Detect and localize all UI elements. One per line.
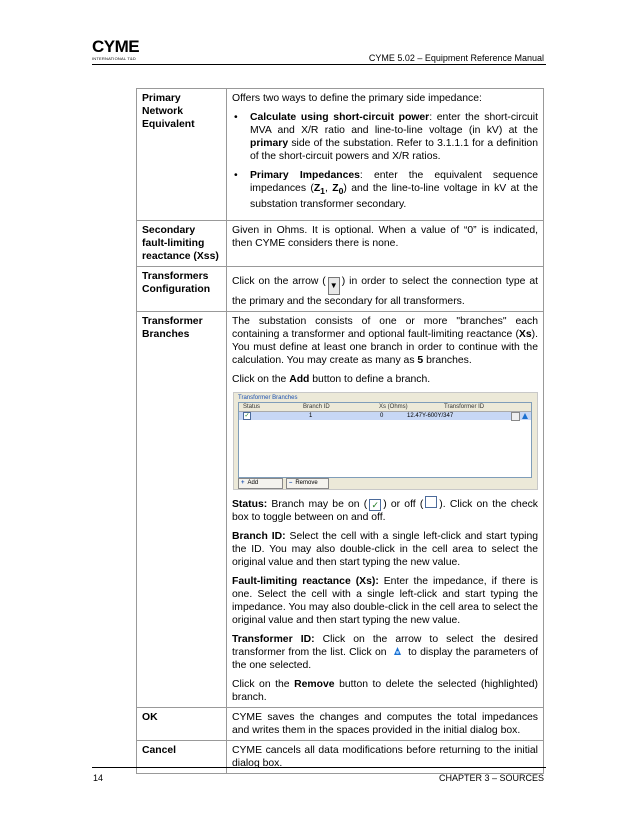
fault-reactance-title: Fault-limiting reactance (Xs): — [232, 576, 379, 588]
desc-transformers-configuration — [227, 267, 544, 312]
row-transformer-branches — [137, 312, 544, 708]
transformer-id-title: Transformer ID: — [232, 634, 315, 646]
table-row[interactable] — [239, 412, 531, 420]
text: Branch may be on ( — [267, 499, 368, 511]
text: Click on the arrow to select the desired transformer from the list. Click on — [232, 634, 538, 659]
row-secondary-reactance — [137, 221, 544, 267]
cell-xs[interactable]: 0 — [380, 413, 384, 420]
term-transformers-configuration: Transformers Configuration — [137, 267, 227, 312]
config-text: Click on the arrow ( — [232, 276, 326, 288]
text: Select the cell with a single left-click and start typing the ID. You may also double-click in the cell area to select the original value and then start typing the new value. — [232, 531, 539, 569]
text: button to define a branch. — [309, 374, 431, 386]
remove-button[interactable] — [286, 478, 329, 489]
text: ) or off ( — [383, 499, 424, 511]
text: branches. — [423, 355, 472, 367]
text: ). Click on the check box to toggle between on and off. — [232, 499, 539, 524]
remove-button-label: Remove — [295, 480, 318, 487]
option-text: ) and the line-to-line voltage in kV at the substation transformer secondary. — [250, 183, 538, 211]
row-primary-network — [137, 89, 544, 221]
option-emphasis: primary — [250, 138, 289, 149]
footer-rule — [92, 767, 546, 768]
cell-branch-id[interactable]: 1 — [309, 413, 313, 420]
list-item — [232, 169, 538, 211]
option-text: : enter the equivalent sequence impedances ( — [250, 170, 538, 194]
checkbox-unchecked-icon — [425, 496, 437, 508]
text: button to delete the selected (highlighted) branch. — [232, 679, 538, 704]
col-xs[interactable]: Xs (Ohms) — [379, 404, 408, 411]
z0-symbol: Z — [332, 183, 339, 194]
remove-icon: – — [289, 480, 293, 487]
add-label: Add — [289, 374, 310, 386]
row-ok — [137, 708, 544, 741]
view-parameters-icon — [392, 646, 403, 657]
add-instruction — [232, 373, 538, 386]
add-button-label: Add — [247, 480, 259, 487]
text: The substation consists of one or more "branches" each containing a transformer and optional fault-limiting reactance ( — [232, 316, 538, 341]
cyme-logo: CYME — [92, 37, 140, 56]
text: Enter the impedance, if there is one. Select the cell with a single left-click and start typing the impedance. You may also double-click in the cell area to select the original value and then start typing the new value. — [232, 576, 538, 627]
text: ). You must define at least one branch in order to continue with the calculation. You may create as many as — [232, 329, 538, 367]
dropdown-arrow-icon: ▼ — [328, 277, 340, 295]
text: Click on the — [232, 374, 290, 386]
option-text: : enter the short-circuit MVA and X/R ratio and line-to-line voltage (in kV) at the — [250, 112, 538, 136]
header-title: CYME 5.02 – Equipment Reference Manual — [368, 53, 544, 63]
bullet-icon: • — [234, 112, 238, 123]
term-ok: OK — [137, 708, 227, 741]
panel-legend: Transformer Branches — [238, 395, 298, 402]
option-text: side of the substation. Refer to 3.1.1.1 for a definition of the short-circuit powers and X/R ratios. — [250, 138, 538, 162]
remove-description — [232, 678, 538, 704]
status-checkbox[interactable]: ✓ — [244, 413, 250, 420]
branch-id-title: Branch ID: — [232, 531, 286, 543]
primary-options-list — [232, 111, 538, 211]
list-item — [232, 111, 538, 163]
xs-label: Xs — [518, 329, 532, 341]
fault-reactance-description — [232, 575, 538, 627]
header-rule — [92, 64, 546, 65]
bullet-icon: • — [234, 170, 238, 181]
separator: , — [325, 183, 333, 194]
z1-symbol: Z — [313, 183, 321, 194]
grid-header — [239, 403, 531, 412]
text: to display the parameters of the one selected. — [232, 647, 538, 672]
status-title: Status: — [232, 499, 268, 511]
option-title: Calculate using short-circuit power — [250, 112, 430, 123]
transformer-branches-panel — [233, 392, 538, 490]
branch-id-description — [232, 530, 538, 569]
term-transformer-branches: Transformer Branches — [137, 312, 227, 708]
config-text: ) in order to select the connection type at the primary and the secondary for all transformers. — [232, 276, 538, 308]
desc-cancel: CYME cancels all data modifications before returning to the initial dialog box. — [227, 741, 544, 774]
row-transformers-configuration — [137, 267, 544, 312]
cyme-logo-subtitle: INTERNATIONAL T&D — [92, 56, 136, 61]
status-description — [232, 496, 538, 524]
term-primary-network: Primary Network Equivalent — [137, 89, 227, 221]
branches-grid[interactable] — [238, 402, 532, 478]
col-status[interactable]: Status — [243, 404, 261, 411]
term-secondary-reactance: Secondary fault-limiting reactance (Xss) — [137, 221, 227, 267]
cell-transformer-id[interactable]: 12.47Y-600Y/347 — [407, 413, 454, 420]
primary-intro: Offers two ways to define the primary side impedance: — [232, 93, 482, 104]
term-cancel: Cancel — [137, 741, 227, 774]
page-number: 14 — [93, 773, 104, 783]
z0-subscript: 0 — [338, 186, 344, 197]
desc-secondary-reactance: Given in Ohms. It is optional. When a value of “0” is indicated, then CYME considers there is none. — [227, 221, 544, 267]
row-cancel — [137, 741, 544, 774]
text: Click on the — [232, 679, 295, 691]
checkbox-checked-icon: ✓ — [369, 499, 381, 511]
add-button[interactable] — [238, 478, 283, 489]
chapter-title: CHAPTER 3 – SOURCES — [438, 773, 544, 783]
max-branches: 5 — [417, 355, 424, 367]
add-icon: + — [241, 480, 245, 487]
z1-subscript: 1 — [320, 186, 325, 197]
col-transformer-id[interactable]: Transformer ID — [444, 404, 485, 411]
remove-label: Remove — [294, 679, 335, 691]
view-parameters-icon[interactable] — [521, 412, 529, 420]
transformer-id-description — [232, 633, 538, 672]
transformer-dropdown-icon[interactable] — [511, 412, 520, 421]
option-title: Primary Impedances — [250, 170, 360, 181]
col-branch-id[interactable]: Branch ID — [303, 404, 330, 411]
desc-transformer-branches — [227, 312, 544, 708]
parameter-table — [136, 88, 544, 774]
desc-ok: CYME saves the changes and computes the total impedances and writes them in the spaces provided in the initial dialog box. — [227, 708, 544, 741]
branches-intro — [232, 315, 538, 367]
desc-primary-network — [227, 89, 544, 221]
